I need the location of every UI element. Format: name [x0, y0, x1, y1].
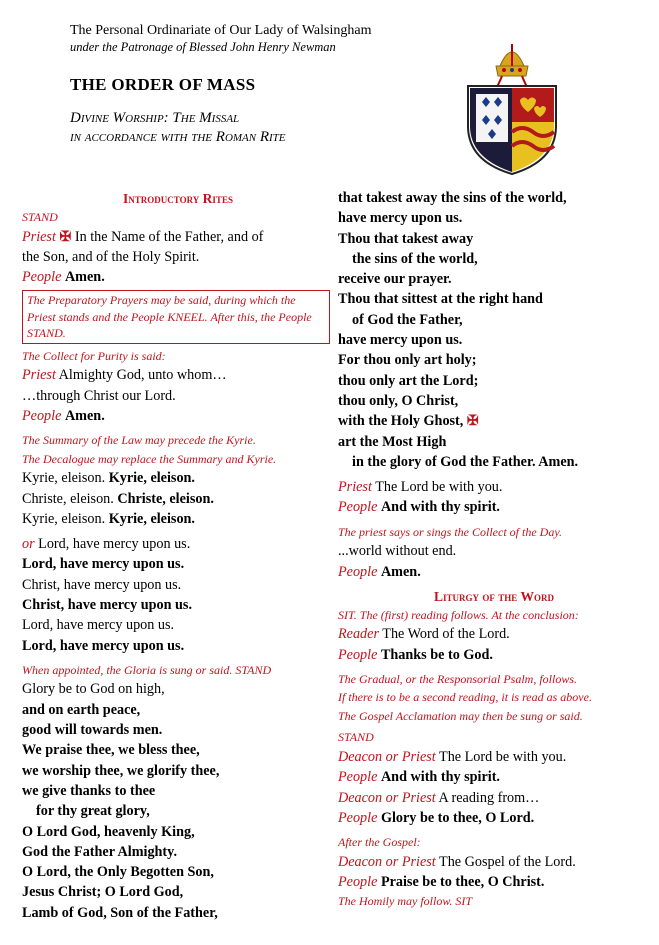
- collect-line-1: [22, 365, 334, 385]
- praise-response: Praise be to thee, O Christ.: [380, 873, 545, 890]
- amen-response: Amen.: [64, 269, 105, 286]
- people-label: People: [338, 769, 378, 786]
- sit-reading-rubric: SIT. The (first) reading follows. At the conclusion:: [338, 607, 579, 622]
- collect-line-2: …through Christ our Lord.: [22, 387, 176, 404]
- collect-text-1: Almighty God, unto whom…: [58, 367, 227, 384]
- christe-response: Christe, eleison.: [117, 490, 214, 507]
- gloria-line: We praise thee, we bless thee,: [22, 742, 200, 759]
- cross-icon: ✠: [466, 413, 479, 430]
- liturgy-of-word-heading: Liturgy of the Word: [434, 588, 554, 604]
- gloria-cont-line: that takest away the sins of the world,: [338, 190, 567, 206]
- dominus-vobiscum-line: [338, 477, 650, 497]
- kyrie-response: Kyrie, eleison.: [108, 470, 195, 487]
- document-header: [70, 22, 450, 147]
- page-title: THE ORDER OF MASS: [70, 75, 256, 94]
- gloria-cont-line: Thou that takest away: [338, 230, 474, 247]
- reading-from-text: A reading from…: [438, 789, 540, 806]
- gloria-line: God the Father Almighty.: [22, 843, 178, 860]
- kyrie-line-2: [22, 489, 334, 509]
- gloria-cont-line: receive our prayer.: [338, 271, 452, 288]
- priest-label: Priest: [22, 367, 56, 384]
- or-rubric: or: [22, 536, 35, 553]
- lord-mercy-line: [22, 534, 334, 554]
- world-without-end-line: ...world without end.: [338, 543, 457, 560]
- praise-line: [338, 872, 650, 892]
- lord-mercy-call-2: Lord, have mercy upon us.: [22, 617, 175, 634]
- deacon-greeting-line: [338, 747, 650, 767]
- introductory-rites-heading: Introductory Rites: [123, 191, 233, 206]
- christ-mercy-response: Christ, have mercy upon us.: [22, 597, 193, 614]
- coat-of-arms-icon: [462, 36, 562, 176]
- christ-mercy-call: Christ, have mercy upon us.: [22, 576, 182, 593]
- summary-rubric-2: The Decalogue may replace the Summary and Kyrie.: [22, 451, 277, 466]
- people-label: People: [22, 269, 62, 286]
- people-label: People: [338, 499, 378, 516]
- preparatory-prayers-rubric: The Preparatory Prayers may be said, during which the Priest stands and the People KNEEL. After this, the People STAND.: [27, 293, 312, 341]
- lord-mercy-response: Lord, have mercy upon us.: [22, 556, 185, 573]
- ordinariate-line: The Personal Ordinariate of Our Lady of Walsingham: [70, 23, 372, 38]
- lord-mercy-call: Lord, have mercy upon us.: [38, 536, 191, 553]
- gloria-line: Lamb of God, Son of the Father,: [22, 904, 218, 921]
- people-label: People: [338, 809, 378, 826]
- gloria-line: and on earth peace,: [22, 701, 141, 718]
- gloria-cont-text: with the Holy Ghost,: [338, 413, 464, 430]
- homily-rubric: The Homily may follow. SIT: [338, 894, 473, 909]
- gloria-cont-line: thou only art the Lord;: [338, 372, 479, 389]
- kyrie-call: Kyrie, eleison.: [22, 470, 106, 487]
- invocation-text-2: the Son, and of the Holy Spirit.: [22, 248, 200, 265]
- kyrie-call: Kyrie, eleison.: [22, 510, 106, 527]
- glory-to-thee-response: Glory be to thee, O Lord.: [380, 809, 535, 826]
- gospel-of-lord-line: [338, 852, 650, 872]
- gradual-rubric-2: If there is to be a second reading, it is read as above.: [338, 690, 592, 705]
- lord-mercy-response-2: Lord, have mercy upon us.: [22, 637, 185, 654]
- people-label: People: [338, 646, 378, 663]
- priest-label: Priest: [22, 228, 56, 245]
- gloria-line: for thy great glory,: [36, 803, 150, 820]
- gloria-cont-line: have mercy upon us.: [338, 332, 463, 349]
- gloria-cont-line: For thou only art holy;: [338, 352, 477, 369]
- gradual-rubric-3: The Gospel Acclamation may then be sung or said.: [338, 708, 583, 723]
- response-line: [338, 767, 650, 787]
- gloria-cont-line: of God the Father,: [352, 311, 463, 328]
- gloria-cont-line: in the glory of God the Father. Amen.: [352, 453, 579, 470]
- gloria-line: good will towards men.: [22, 722, 163, 739]
- thanks-response: Thanks be to God.: [380, 646, 493, 663]
- reader-line: [338, 624, 650, 644]
- and-with-spirit-response: And with thy spirit.: [380, 769, 500, 786]
- reader-label: Reader: [338, 626, 379, 643]
- stand-rubric: STAND: [22, 210, 58, 224]
- deacon-label: Deacon or Priest: [338, 748, 436, 765]
- reading-from-line: [338, 788, 650, 808]
- summary-rubric-1: The Summary of the Law may precede the Kyrie.: [22, 433, 256, 448]
- amen-response: Amen.: [380, 563, 421, 580]
- gloria-cont-line: thou only, O Christ,: [338, 392, 459, 409]
- stand-rubric: STAND: [338, 730, 374, 745]
- people-label: People: [338, 873, 378, 890]
- gloria-cont-line: Thou that sittest at the right hand: [338, 291, 543, 308]
- after-gospel-rubric: After the Gospel:: [338, 835, 421, 850]
- people-amen-line: [22, 267, 334, 287]
- lord-with-you-text: The Lord be with you.: [375, 479, 503, 496]
- and-with-spirit-response: And with thy spirit.: [380, 499, 500, 516]
- gloria-cont-line: have mercy upon us.: [338, 210, 463, 227]
- missal-subtitle-line-1: Divine Worship: The Missal: [70, 110, 240, 126]
- gloria-line: Glory be to God on high,: [22, 681, 165, 698]
- gloria-cont-line: [338, 411, 650, 431]
- glory-to-thee-line: [338, 808, 650, 828]
- gloria-cont-line: the sins of the world,: [352, 250, 478, 267]
- gloria-line: O Lord God, heavenly King,: [22, 823, 195, 840]
- cross-icon: ✠: [59, 228, 72, 245]
- people-label: People: [22, 407, 62, 424]
- gradual-rubric-1: The Gradual, or the Responsorial Psalm, follows.: [338, 671, 578, 686]
- amen-response: Amen.: [64, 407, 105, 424]
- gloria-rubric: When appointed, the Gloria is sung or said. STAND: [22, 662, 272, 677]
- missal-subtitle-line-2: in accordance with the Roman Rite: [70, 129, 286, 145]
- deacon-label: Deacon or Priest: [338, 789, 436, 806]
- kyrie-line-1: [22, 468, 334, 488]
- christe-call: Christe, eleison.: [22, 490, 114, 507]
- deacon-label: Deacon or Priest: [338, 853, 436, 870]
- gloria-line: we worship thee, we glorify thee,: [22, 762, 220, 779]
- priest-label: Priest: [338, 479, 372, 496]
- patronage-line: under the Patronage of Blessed John Henry Newman: [70, 40, 336, 54]
- people-label: People: [338, 563, 378, 580]
- kyrie-response: Kyrie, eleison.: [108, 510, 195, 527]
- gloria-line: O Lord, the Only Begotten Son,: [22, 864, 214, 881]
- invocation-text-1: In the Name of the Father, and of: [74, 228, 264, 245]
- gloria-cont-line: art the Most High: [338, 433, 447, 450]
- kyrie-line-3: [22, 509, 334, 529]
- right-column: [338, 188, 650, 911]
- missal-subtitle: [70, 109, 450, 147]
- response-line: [338, 497, 650, 517]
- word-of-lord-text: The Word of the Lord.: [382, 626, 510, 643]
- collect-of-day-rubric: The priest says or sings the Collect of the Day.: [338, 524, 562, 539]
- gloria-line: Jesus Christ; O Lord God,: [22, 884, 184, 901]
- thanks-line: [338, 645, 650, 665]
- preparatory-prayers-box: [22, 290, 330, 344]
- priest-invocation-line: [22, 227, 334, 247]
- people-amen-line-2: [22, 406, 334, 426]
- collect-rubric: The Collect for Purity is said:: [22, 348, 166, 363]
- gloria-line: we give thanks to thee: [22, 782, 156, 799]
- people-amen-line: [338, 562, 650, 582]
- lord-with-you-text: The Lord be with you.: [439, 748, 567, 765]
- gospel-of-lord-text: The Gospel of the Lord.: [439, 853, 576, 870]
- left-column: [22, 189, 334, 923]
